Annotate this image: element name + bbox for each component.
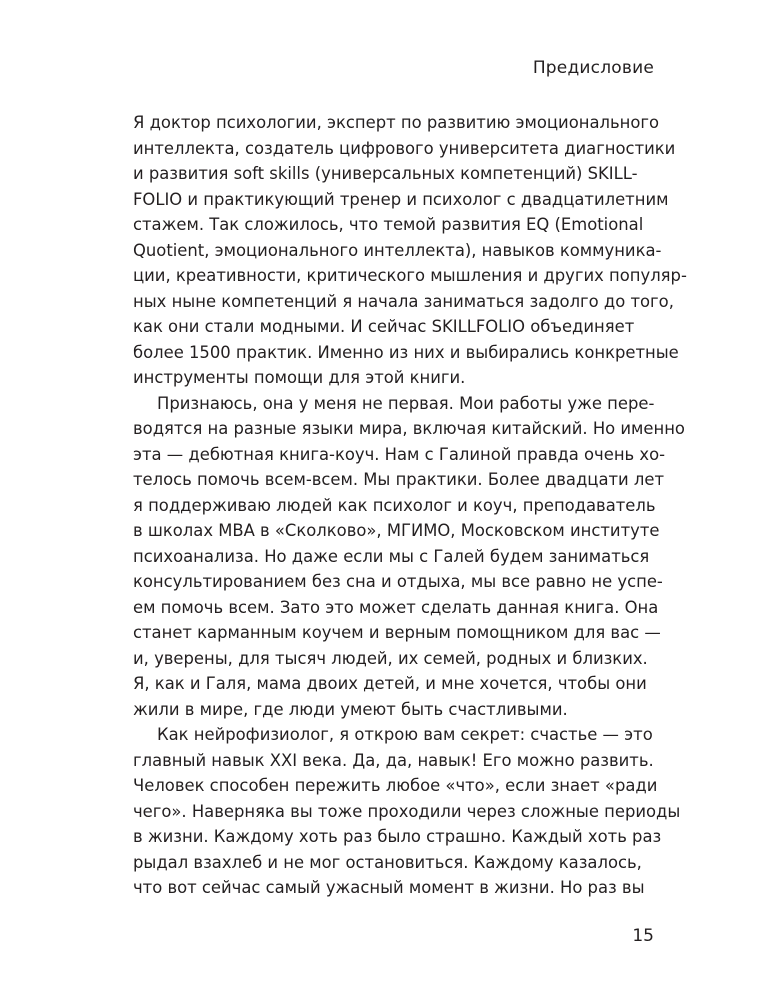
running-head: Предисловие [532,58,654,78]
text-line: что вот сейчас самый ужасный момент в жизни. Но раз вы [133,878,645,897]
text-line: станет карманным коучем и верным помощником для вас — [133,623,661,642]
text-line: Признаюсь, она у меня не первая. Мои работы уже пере- [157,393,655,413]
text-line: Человек способен пережить любое «что», если знает «ради [133,776,658,795]
text-line: водятся на разные языки мира, включая китайский. Но именно [133,419,685,438]
text-line: интеллекта, создатель цифрового университета диагностики [133,138,676,158]
page-number: 15 [632,926,654,946]
text-line: более 1500 практик. Именно из них и выбирались конкретные [133,342,679,362]
text-line: инструменты помощи для этой книги. [133,368,466,387]
text-line: Я, как и Галя, мама двоих детей, и мне хочется, чтобы они [133,674,647,693]
text-line: Я доктор психологии, эксперт по развитию эмоционального [133,113,660,132]
text-line: Как нейрофизиолог, я открою вам секрет: счастье — это [157,725,653,744]
text-line: психоанализа. Но даже если мы с Галей будем заниматься [133,546,650,566]
text-line: FOLIO и практикующий тренер и психолог с двадцатилетним [133,189,669,209]
text-line: главный навык XXI века. Да, да, навык! Его можно развить. [133,750,654,770]
text-line: ем помочь всем. Зато это может сделать данная книга. Она [133,597,659,617]
text-line: как они стали модными. И сейчас SKILLFOLIO объединяет [133,317,635,336]
text-line: рыдал взахлеб и не мог остановиться. Каждому казалось, [133,852,642,872]
text-line: чего». Наверняка вы тоже проходили через сложные периоды [133,801,681,821]
text-line: ции, креативности, критического мышления и других популяр- [133,266,687,285]
text-line: эта — дебютная книга-коуч. Нам с Галиной правда очень хо- [133,444,666,464]
text-line: жили в мире, где люди умеют быть счастливыми. [133,699,568,719]
text-line: ных ныне компетенций я начала заниматься задолго до того, [133,291,674,311]
text-line: в школах МВА в «Сколково», МГИМО, Московском институте [133,521,660,540]
text-line: в жизни. Каждому хоть раз было страшно. Каждый хоть раз [133,827,662,846]
text-line: и развития soft skills (универсальных компетенций) SKILL- [133,164,638,183]
text-line: стажем. Так сложилось, что темой развития EQ (Emotional [133,215,644,234]
text-line: я поддерживаю людей как психолог и коуч, преподаватель [133,495,656,515]
body-text [133,110,687,901]
text-line: Quotient, эмоционального интеллекта), навыков коммуника- [133,240,662,260]
text-line: телось помочь всем-всем. Мы практики. Более двадцати лет [133,470,665,489]
text-line: консультированием без сна и отдыха, мы все равно не успе- [133,572,663,591]
text-line: и, уверены, для тысяч людей, их семей, родных и близких. [133,648,648,668]
